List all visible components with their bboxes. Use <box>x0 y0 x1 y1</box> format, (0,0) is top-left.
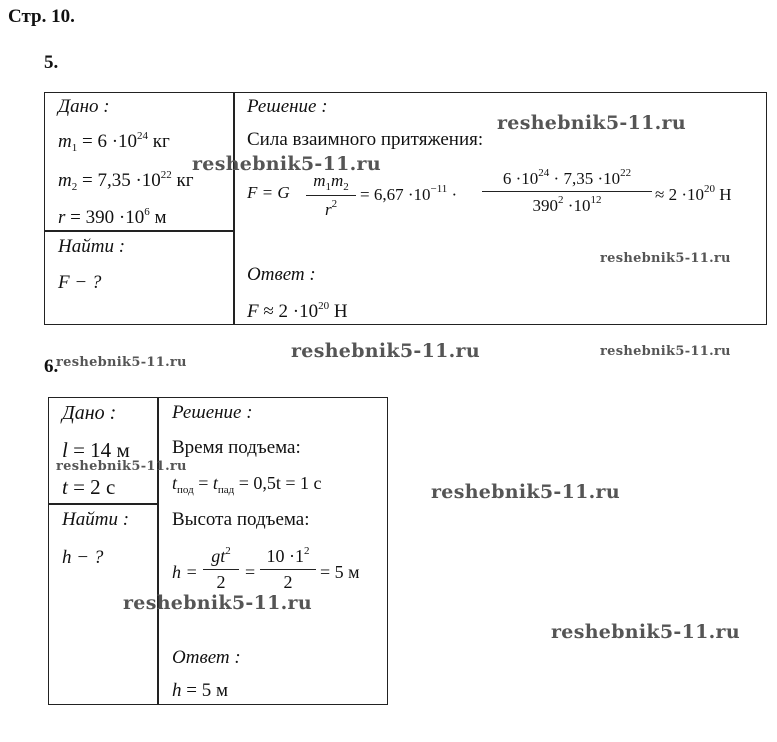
task6-rise-height-text: Высота подъема: <box>172 509 310 530</box>
task5-formula-frac2: $6 \cdot 10^{24} \cdot 7,35 \cdot 10^{22}$ $390^2 \cdot 10^{12}$ <box>482 167 652 216</box>
task6-height-frac2: $10 \cdot 1^2$ 2 <box>260 545 316 593</box>
watermark: reshebnik5-11.ru <box>192 153 381 175</box>
task6-given-l: l = 14 м <box>62 438 130 462</box>
task6-given-header: Дано : <box>62 402 117 424</box>
task6-height-frac1: $gt^2$ 2 <box>203 545 239 593</box>
task5-solution-header: Решение : <box>247 96 328 117</box>
watermark: reshebnik5-11.ru <box>56 355 187 370</box>
watermark: reshebnik5-11.ru <box>431 481 620 503</box>
task5-solution-text: Сила взаимного притяжения: <box>247 129 484 150</box>
task5-given-m2: $m_2 = 7,35 \cdot 10^{22}$ кг <box>58 169 194 193</box>
task6-divider-horizontal <box>48 503 158 505</box>
task5-formula-lhs: F = G <box>247 183 290 202</box>
task6-rise-time-text: Время подъема: <box>172 437 301 458</box>
task5-given-r: $r = 390 \cdot 10^6$ м <box>58 206 167 228</box>
task6-find-header: Найти : <box>62 509 130 530</box>
task6-height-result: = 5 м <box>320 562 360 582</box>
watermark: reshebnik5-11.ru <box>551 621 740 643</box>
watermark: reshebnik5-11.ru <box>497 112 686 134</box>
task6-number: 6. <box>44 356 59 377</box>
task5-formula-mid: = $6,67 \cdot 10^{-11}$ · <box>360 183 458 204</box>
task5-find-header: Найти : <box>58 236 126 257</box>
task5-divider-horizontal <box>44 230 234 232</box>
task6-height-lhs: h = <box>172 562 198 582</box>
watermark: reshebnik5-11.ru <box>291 340 480 362</box>
task6-answer-header: Ответ : <box>172 647 241 668</box>
task6-find: h − ? <box>62 547 104 568</box>
task6-divider-vertical <box>157 397 159 705</box>
watermark: reshebnik5-11.ru <box>123 592 312 614</box>
task5-formula-frac1: $m_1m_2$ $r^2$ <box>306 171 356 220</box>
task6-answer: h = 5 м <box>172 680 228 701</box>
watermark: reshebnik5-11.ru <box>600 344 731 359</box>
watermark: reshebnik5-11.ru <box>56 459 187 474</box>
task6-rise-time-formula: $t_{под} = t_{пад} = 0,5t = 1$ с <box>172 473 322 496</box>
task5-answer-header: Ответ : <box>247 264 316 285</box>
watermark: reshebnik5-11.ru <box>600 251 731 266</box>
task6-given-t: t = 2 с <box>62 475 116 499</box>
task6-solution-header: Решение : <box>172 402 253 423</box>
task5-answer: $F \approx 2 \cdot 10^{20}$ Н <box>247 300 348 322</box>
task5-find: F − ? <box>58 272 102 293</box>
task5-divider-vertical <box>233 92 235 325</box>
task6-height-eq: = <box>245 562 256 582</box>
task5-given-header: Дано : <box>58 96 110 117</box>
page-label: Стр. 10. <box>8 6 75 27</box>
task5-formula-result: ≈ $2 \cdot 10^{20}$ Н <box>655 183 732 204</box>
task5-number: 5. <box>44 52 59 73</box>
task5-given-m1: $m_1 = 6 \cdot 10^{24}$ кг <box>58 130 170 154</box>
